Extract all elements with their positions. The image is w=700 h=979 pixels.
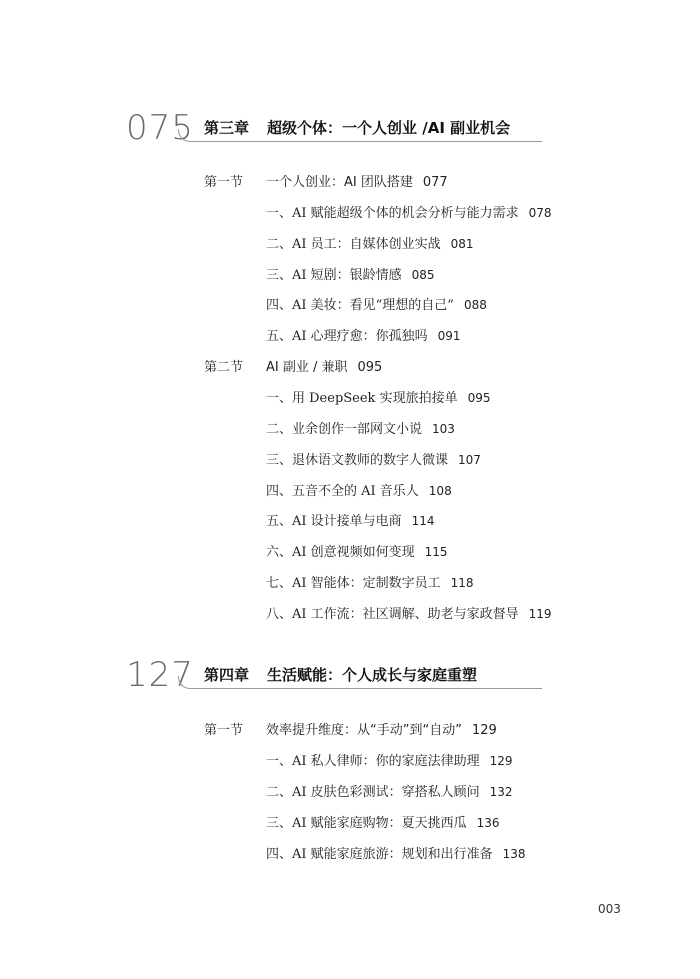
entry-title: 一、AI 赋能超级个体的机会分析与能力需求: [266, 206, 519, 221]
entry-page: 138: [502, 847, 526, 861]
entry-page: 091: [437, 329, 461, 343]
toc-entry: [266, 480, 452, 499]
section-page: 077: [422, 175, 448, 190]
page-number: 003: [598, 902, 621, 916]
toc-entry: [266, 572, 474, 591]
entry-title: 一、AI 私人律师：你的家庭法律助理: [266, 754, 480, 769]
entry-title: 六、AI 创意视频如何变现: [266, 545, 415, 560]
entry-title: 八、AI 工作流：社区调解、助老与家政督导: [266, 607, 519, 622]
entry-page: 129: [489, 754, 513, 768]
section-label: 第一节: [204, 723, 244, 738]
entry-title: 七、AI 智能体：定制数字员工: [266, 576, 441, 591]
chapter-title: 生活赋能：个人成长与家庭重塑: [267, 666, 478, 684]
toc-entry: [266, 449, 481, 468]
toc-entry: [266, 418, 455, 437]
section-title: 效率提升维度：从“手动”到“自动”: [266, 723, 462, 738]
toc-entry: [266, 202, 552, 221]
toc-entry: [266, 750, 513, 769]
entry-page: 132: [489, 785, 513, 799]
section-page: 095: [357, 360, 383, 375]
chapter-heading: [204, 117, 510, 138]
entry-title: 三、AI 短剧：银龄情感: [266, 268, 402, 283]
entry-title: 四、AI 美妆：看见“理想的自己”: [266, 298, 454, 313]
toc-entry: [266, 541, 448, 560]
entry-page: 108: [428, 484, 452, 498]
entry-page: 085: [411, 268, 435, 282]
section-title: 一个人创业：AI 团队搭建: [266, 175, 413, 190]
entry-page: 115: [424, 545, 448, 559]
toc-entry: [266, 781, 513, 800]
toc-section: [204, 356, 382, 375]
entry-page: 103: [432, 422, 455, 436]
chapter-label: 第三章: [204, 119, 250, 137]
chapter-rule: [192, 688, 542, 689]
toc-section: [204, 719, 497, 738]
entry-page: 088: [463, 298, 487, 312]
entry-title: 三、退休语文教师的数字人微课: [266, 453, 449, 468]
toc-entry: [266, 387, 490, 406]
chapter-start-page: 075: [126, 108, 194, 148]
entry-page: 078: [528, 206, 552, 220]
entry-title: 三、AI 赋能家庭购物：夏天挑西瓜: [266, 816, 467, 831]
entry-page: 095: [467, 391, 491, 405]
entry-page: 136: [476, 816, 500, 830]
entry-title: 五、AI 设计接单与电商: [266, 514, 402, 529]
toc-entry: [266, 603, 552, 622]
entry-page: 118: [450, 576, 474, 590]
chapter-rule: [192, 141, 542, 142]
entry-title: 四、五音不全的 AI 音乐人: [266, 484, 419, 499]
toc-entry: [266, 812, 500, 831]
entry-title: 二、AI 皮肤色彩测试：穿搭私人顾问: [266, 785, 480, 800]
entry-page: 114: [411, 514, 435, 528]
entry-title: 五、AI 心理疗愈：你孤独吗: [266, 329, 428, 344]
toc-entry: [266, 510, 435, 529]
entry-title: 四、AI 赋能家庭旅游：规划和出行准备: [266, 847, 493, 862]
entry-title: 二、业余创作一部网文小说: [266, 422, 423, 437]
section-page: 129: [471, 723, 497, 738]
chapter-title: 超级个体：一个人创业 /AI 副业机会: [267, 119, 511, 137]
entry-title: 一、用 DeepSeek 实现旅拍接单: [266, 391, 458, 406]
chapter-label: 第四章: [204, 666, 250, 684]
toc-entry: [266, 294, 487, 313]
toc-section: [204, 171, 448, 190]
chapter-heading: [204, 664, 477, 685]
section-label: 第一节: [204, 175, 244, 190]
toc-entry: [266, 843, 526, 862]
entry-title: 二、AI 员工：自媒体创业实战: [266, 237, 441, 252]
section-label: 第二节: [204, 360, 244, 375]
entry-page: 081: [450, 237, 474, 251]
toc-entry: [266, 233, 474, 252]
entry-page: 107: [458, 453, 481, 467]
toc-entry: [266, 325, 461, 344]
entry-page: 119: [528, 607, 552, 621]
toc-entry: [266, 264, 435, 283]
chapter-start-page: 127: [126, 655, 194, 695]
section-title: AI 副业 / 兼职: [266, 360, 348, 375]
